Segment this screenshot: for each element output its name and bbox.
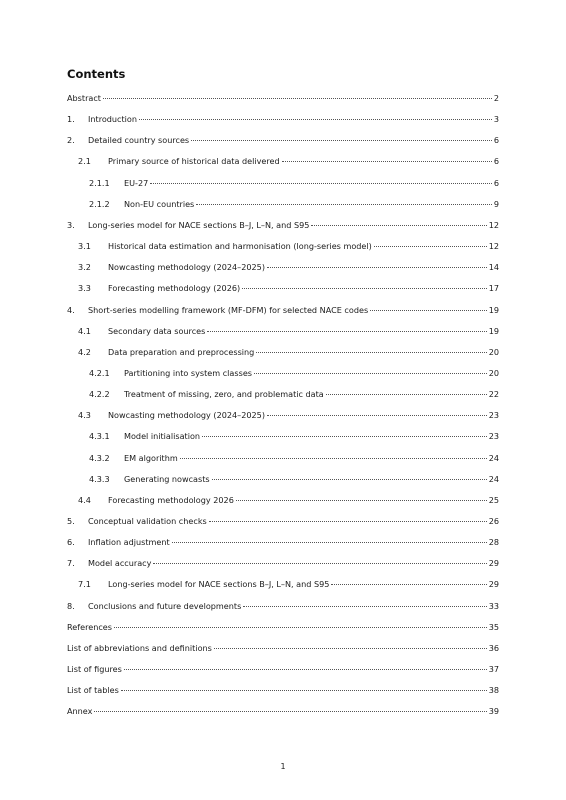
toc-entry-page: 19 <box>488 304 499 315</box>
dot-leader <box>209 521 487 522</box>
toc-entry[interactable] <box>0 451 566 465</box>
toc-entry-label: Long-series model for NACE sections B–J, L–N, and S95 <box>108 579 330 590</box>
toc-entry-number: 4.1 <box>78 325 91 336</box>
toc-entry-label: Secondary data sources <box>108 325 206 336</box>
toc-entry-page: 2 <box>493 93 499 103</box>
toc-entry[interactable] <box>0 408 566 422</box>
toc-entry[interactable] <box>0 260 566 274</box>
toc-entry-page: 39 <box>488 706 499 717</box>
toc-entry-label: Treatment of missing, zero, and problematic data <box>124 389 324 400</box>
toc-entry-page: 19 <box>488 325 499 336</box>
dot-leader <box>214 648 487 649</box>
dot-leader <box>242 288 487 289</box>
toc-entry-label: Non-EU countries <box>124 198 195 209</box>
toc-entry-page: 33 <box>488 600 499 611</box>
dot-leader <box>153 563 486 564</box>
toc-entry-number: 5. <box>67 516 75 526</box>
toc-entry-page: 23 <box>488 431 499 442</box>
toc-entry[interactable] <box>0 599 566 613</box>
dot-leader <box>311 225 486 226</box>
page-number: 1 <box>280 762 286 771</box>
toc-entry-page: 25 <box>488 494 499 505</box>
toc-entry[interactable] <box>0 387 566 401</box>
toc-entry-label: EU-27 <box>124 177 149 188</box>
dot-leader <box>124 669 487 670</box>
toc-entry-label: Model initialisation <box>124 431 201 442</box>
toc-entry-page: 23 <box>488 410 499 421</box>
toc-entry-label: EM algorithm <box>124 452 178 463</box>
toc-entry[interactable] <box>0 218 566 232</box>
toc-entry-page: 17 <box>488 283 499 294</box>
toc-entry-label: Historical data estimation and harmonisation (long-series model) <box>108 241 372 252</box>
toc-entry-label: Long-series model for NACE sections B–J, L–N, and S95 <box>88 219 310 230</box>
toc-entry-page: 29 <box>488 558 499 569</box>
toc-entry[interactable] <box>0 239 566 253</box>
toc-entry-number: 3. <box>67 219 75 230</box>
toc-entry-label: Generating nowcasts <box>124 473 210 484</box>
toc-entry-label: List of tables <box>67 685 119 696</box>
toc-entry-label: Detailed country sources <box>88 135 190 146</box>
dot-leader <box>254 373 487 374</box>
toc-entry-label: Forecasting methodology 2026 <box>108 494 234 505</box>
dot-leader <box>331 584 486 585</box>
toc-entry-label: Abstract <box>67 93 101 103</box>
toc-entry-number: 3.2 <box>78 262 91 273</box>
toc-entry-number: 4.2.1 <box>89 367 110 378</box>
toc-entry-number: 2.1.1 <box>89 177 110 188</box>
toc-entry[interactable] <box>0 303 566 317</box>
toc-entry-page: 20 <box>488 367 499 378</box>
toc-entry-number: 4.4 <box>78 494 91 505</box>
dot-leader <box>196 204 492 205</box>
toc-entry-number: 4.2 <box>78 346 91 357</box>
toc-entry-label: Introduction <box>88 114 138 125</box>
toc-entry-page: 29 <box>488 579 499 590</box>
toc-entry-label: Forecasting methodology (2026) <box>108 283 241 294</box>
toc-entry-label: Nowcasting methodology (2024–2025) <box>108 410 265 421</box>
dot-leader <box>202 436 487 437</box>
toc-entry-page: 12 <box>488 241 499 252</box>
toc-entry[interactable] <box>0 620 566 634</box>
toc-entry[interactable] <box>0 429 566 443</box>
toc-entry-number: 3.3 <box>78 283 91 294</box>
toc-entry-page: 38 <box>488 685 499 696</box>
dot-leader <box>236 500 487 501</box>
dot-leader <box>256 352 486 353</box>
toc-entry-number: 3.1 <box>78 241 91 252</box>
toc-entry-number: 4.3.3 <box>89 473 110 484</box>
toc-entry-label: Conclusions and future developments <box>88 600 242 611</box>
toc-title: Contents <box>67 67 126 81</box>
toc-entry[interactable] <box>0 91 566 105</box>
toc-entry-page: 22 <box>488 389 499 400</box>
toc-entry-page: 6 <box>493 177 499 188</box>
toc-entry-number: 4. <box>67 304 75 315</box>
toc-entry[interactable] <box>0 472 566 486</box>
toc-entry-label: Conceptual validation checks <box>88 516 207 526</box>
toc-entry-number: 2. <box>67 135 75 146</box>
dot-leader <box>121 690 487 691</box>
toc-entry-page: 35 <box>488 621 499 632</box>
toc-entry-page: 6 <box>493 135 499 146</box>
toc-entry[interactable] <box>0 197 566 211</box>
toc-entry[interactable] <box>0 683 566 697</box>
toc-entry-label: Model accuracy <box>88 558 152 569</box>
dot-leader <box>212 479 487 480</box>
dot-leader <box>94 711 486 712</box>
dot-leader <box>267 415 487 416</box>
dot-leader <box>114 627 487 628</box>
toc-entry-number: 7.1 <box>78 579 91 590</box>
toc-entry-page: 3 <box>493 114 499 125</box>
toc-entry[interactable] <box>0 577 566 591</box>
toc-entry[interactable] <box>0 556 566 570</box>
toc-entry-label: List of abbreviations and definitions <box>67 642 212 653</box>
dot-leader <box>374 246 487 247</box>
toc-entry[interactable] <box>0 324 566 338</box>
toc-entry-number: 2.1 <box>78 156 91 167</box>
dot-leader <box>370 310 487 311</box>
toc-entry[interactable] <box>0 662 566 676</box>
toc-entry[interactable] <box>0 281 566 295</box>
toc-entry-label: Nowcasting methodology (2024–2025) <box>108 262 265 273</box>
toc-entry-page: 36 <box>488 642 499 653</box>
toc-entry-label: Primary source of historical data delivered <box>108 156 280 167</box>
dot-leader <box>207 331 486 332</box>
toc-entry-number: 4.3.2 <box>89 452 110 463</box>
toc-entry-label: List of figures <box>67 664 122 675</box>
toc-entry-label: References <box>67 621 112 632</box>
toc-entry[interactable] <box>0 535 566 549</box>
toc-entry[interactable] <box>0 493 566 507</box>
dot-leader <box>150 183 492 184</box>
toc-entry-page: 20 <box>488 346 499 357</box>
toc-entry-number: 8. <box>67 600 75 611</box>
toc-entry[interactable] <box>0 366 566 380</box>
toc-entry[interactable] <box>0 641 566 655</box>
toc-entry-number: 4.3 <box>78 410 91 421</box>
toc-entry-page: 14 <box>488 262 499 273</box>
toc-entry[interactable] <box>0 514 566 528</box>
dot-leader <box>180 458 487 459</box>
toc-entry-label: Partitioning into system classes <box>124 367 253 378</box>
toc-entry[interactable] <box>0 704 566 718</box>
toc-entry-page: 26 <box>488 516 499 526</box>
dot-leader <box>172 542 487 543</box>
toc-entry[interactable] <box>0 133 566 147</box>
toc-entry-number: 1. <box>67 114 75 125</box>
toc-entry-label: Annex <box>67 706 93 717</box>
toc-entry-label: Inflation adjustment <box>88 537 170 548</box>
dot-leader <box>267 267 487 268</box>
dot-leader <box>282 161 492 162</box>
toc-entry[interactable] <box>0 154 566 168</box>
toc-entry-number: 6. <box>67 537 75 548</box>
toc-entry[interactable] <box>0 112 566 126</box>
toc-entry-page: 24 <box>488 452 499 463</box>
dot-leader <box>103 98 492 99</box>
dot-leader <box>191 140 492 141</box>
toc-entry-page: 6 <box>493 156 499 167</box>
toc-entry-page: 12 <box>488 219 499 230</box>
dot-leader <box>243 606 486 607</box>
toc-entry-number: 4.3.1 <box>89 431 110 442</box>
dot-leader <box>139 119 492 120</box>
toc-entry[interactable] <box>0 176 566 190</box>
toc-entry-page: 28 <box>488 537 499 548</box>
toc-entry[interactable] <box>0 345 566 359</box>
toc-entry-number: 7. <box>67 558 75 569</box>
toc-entry-number: 2.1.2 <box>89 198 110 209</box>
toc-entry-page: 24 <box>488 473 499 484</box>
dot-leader <box>326 394 487 395</box>
toc-entry-page: 37 <box>488 664 499 675</box>
toc-entry-number: 4.2.2 <box>89 389 110 400</box>
toc-entry-label: Short-series modelling framework (MF-DFM) for selected NACE codes <box>88 304 369 315</box>
toc-entry-label: Data preparation and preprocessing <box>108 346 255 357</box>
toc-entry-page: 9 <box>493 198 499 209</box>
